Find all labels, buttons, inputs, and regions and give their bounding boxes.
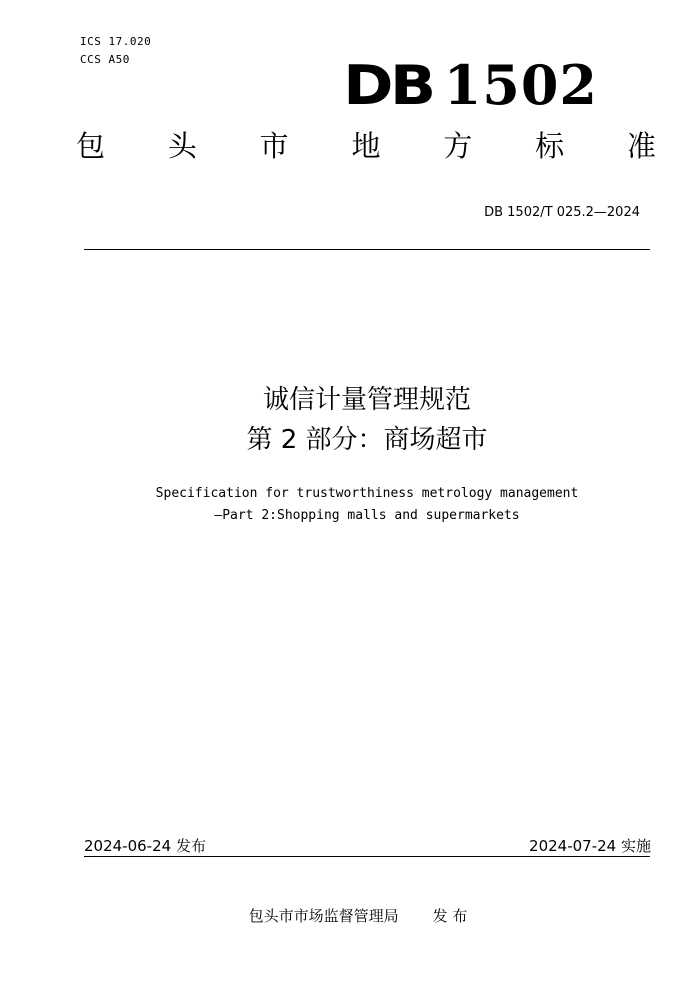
- issue-action: 发 布: [432, 907, 468, 925]
- standard-type-title: [76, 129, 656, 163]
- ccs-code: CCS A50: [80, 53, 130, 66]
- publish-date: 2024-06-24 发布: [84, 837, 206, 855]
- ics-code: ICS 17.020: [80, 35, 152, 48]
- issuing-organization: 包头市市场监督管理局: [248, 907, 399, 925]
- bottom-divider: [84, 856, 650, 857]
- standard-title-char: 标: [535, 129, 565, 163]
- chinese-title-line-1: 诚信计量管理规范: [262, 385, 471, 415]
- english-title-line-1: Specification for trustworthiness metrology management: [155, 486, 579, 501]
- standard-number: DB 1502/T 025.2—2024: [484, 205, 640, 220]
- db-prefix: DB: [342, 54, 433, 117]
- db-code-logo: [342, 53, 598, 117]
- top-divider: [84, 249, 650, 250]
- english-title-line-2: —Part 2:Shopping malls and supermarkets: [214, 508, 520, 523]
- standard-title-char: 市: [259, 129, 289, 163]
- standard-title-char: 包: [76, 129, 106, 163]
- standard-title-char: 方: [443, 129, 473, 163]
- chinese-title-line-2: 第 2 部分：商场超市: [246, 425, 488, 455]
- db-number: 1502: [443, 53, 598, 117]
- issuer-line: [0, 905, 700, 926]
- standard-title-char: 准: [626, 129, 656, 163]
- standard-title-char: 地: [351, 129, 381, 163]
- standard-title-char: 头: [167, 129, 197, 163]
- implement-date: 2024-07-24 实施: [529, 837, 651, 855]
